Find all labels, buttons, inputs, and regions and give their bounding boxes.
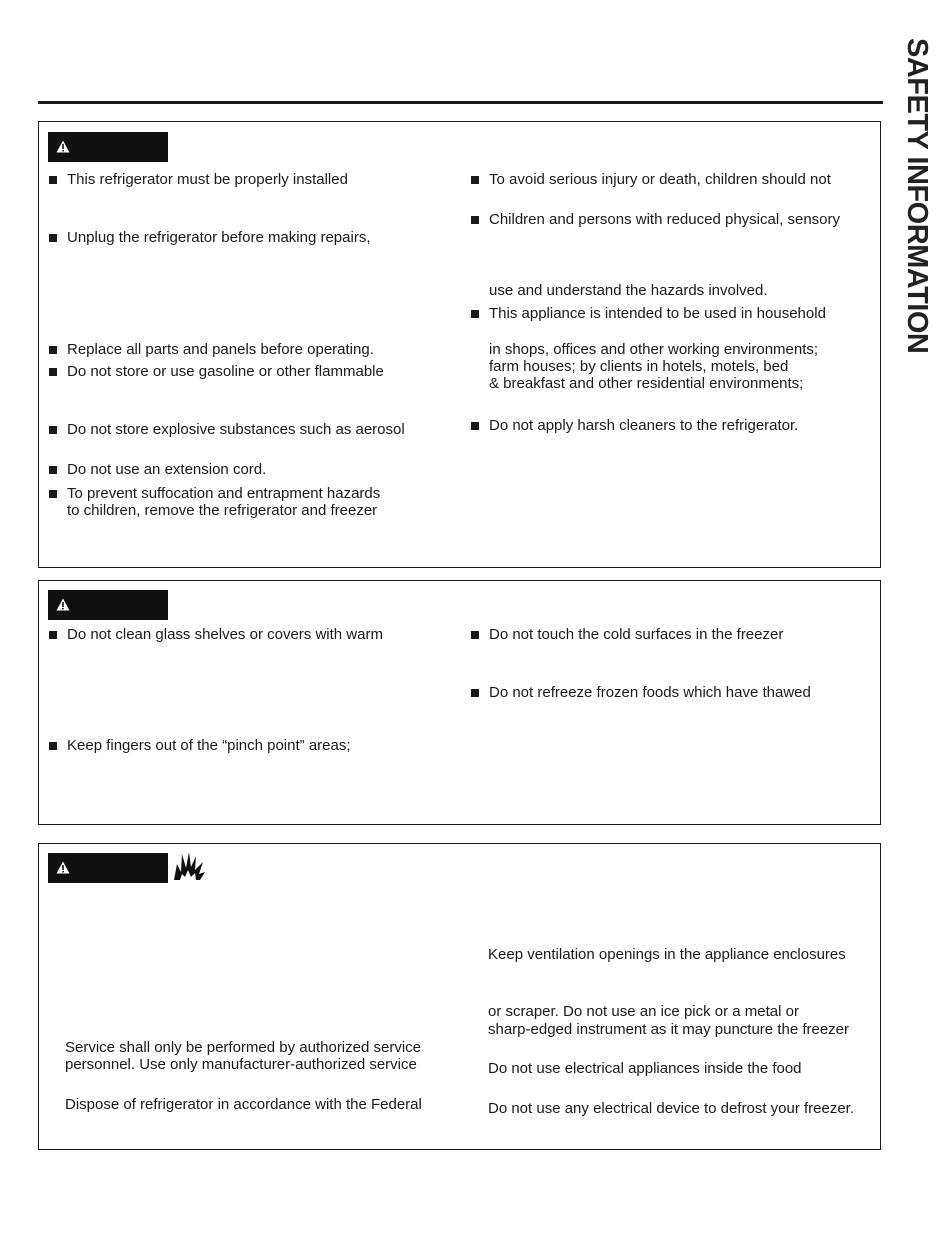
bullet-icon: [49, 234, 57, 242]
bullet-icon: [49, 490, 57, 498]
list-item: To prevent suffocation and entrapment hazards: [67, 485, 381, 502]
bullet-icon: [471, 176, 479, 184]
paragraph-line: Keep ventilation openings in the appliance enclosures: [488, 946, 846, 963]
list-item: Do not refreeze frozen foods which have thawed: [489, 684, 811, 701]
list-item: Do not clean glass shelves or covers with warm: [67, 626, 383, 643]
list-item: Keep fingers out of the “pinch point” areas;: [67, 737, 351, 754]
paragraph-line: sharp-edged instrument as it may puncture the freezer: [488, 1021, 850, 1038]
bullet-icon: [471, 216, 479, 224]
bullet-icon: [49, 742, 57, 750]
bullet-icon: [49, 368, 57, 376]
warning-triangle-icon: [56, 861, 70, 874]
list-item: Replace all parts and panels before operating.: [67, 341, 374, 358]
paragraph-line: personnel. Use only manufacturer-authorized service: [65, 1056, 417, 1073]
list-item-continuation: in shops, offices and other working environments;: [489, 341, 819, 358]
list-item: Do not use an extension cord.: [67, 461, 267, 478]
fire-explosion-icon: [172, 850, 206, 882]
list-item: This appliance is intended to be used in household: [489, 305, 826, 322]
bullet-icon: [49, 346, 57, 354]
list-item-continuation: farm houses; by clients in hotels, motels, bed: [489, 358, 789, 375]
list-item: Do not touch the cold surfaces in the freezer: [489, 626, 784, 643]
list-item-continuation: use and understand the hazards involved.: [489, 282, 768, 299]
bullet-icon: [49, 466, 57, 474]
paragraph-line: or scraper. Do not use an ice pick or a metal or: [488, 1003, 799, 1020]
list-item-continuation: & breakfast and other residential environments;: [489, 375, 804, 392]
caution-box: [38, 580, 881, 825]
list-item: Do not apply harsh cleaners to the refrigerator.: [489, 417, 799, 434]
bullet-icon: [49, 176, 57, 184]
header-rule: [38, 101, 883, 104]
signal-word-banner: [48, 590, 168, 620]
warning-triangle-icon: [56, 140, 70, 153]
list-item: To avoid serious injury or death, children should not: [489, 171, 831, 188]
bullet-icon: [471, 310, 479, 318]
paragraph-line: Dispose of refrigerator in accordance with the Federal: [65, 1096, 422, 1113]
list-item: Do not store explosive substances such as aerosol: [67, 421, 405, 438]
list-item: Children and persons with reduced physical, sensory: [489, 211, 841, 228]
bullet-icon: [471, 422, 479, 430]
signal-word-banner: [48, 853, 168, 883]
paragraph-line: Do not use electrical appliances inside the food: [488, 1060, 802, 1077]
bullet-icon: [49, 631, 57, 639]
list-item: Unplug the refrigerator before making repairs,: [67, 229, 371, 246]
bullet-icon: [471, 631, 479, 639]
paragraph-line: Service shall only be performed by authorized service: [65, 1039, 422, 1056]
bullet-icon: [49, 426, 57, 434]
side-section-title: SAFETY INFORMATION: [901, 38, 933, 354]
paragraph-line: Do not use any electrical device to defrost your freezer.: [488, 1100, 855, 1117]
warning-triangle-icon: [56, 598, 70, 611]
list-item: Do not store or use gasoline or other flammable: [67, 363, 384, 380]
signal-word-banner: [48, 132, 168, 162]
list-item-continuation: to children, remove the refrigerator and freezer: [67, 502, 378, 519]
bullet-icon: [471, 689, 479, 697]
list-item: This refrigerator must be properly installed: [67, 171, 348, 188]
